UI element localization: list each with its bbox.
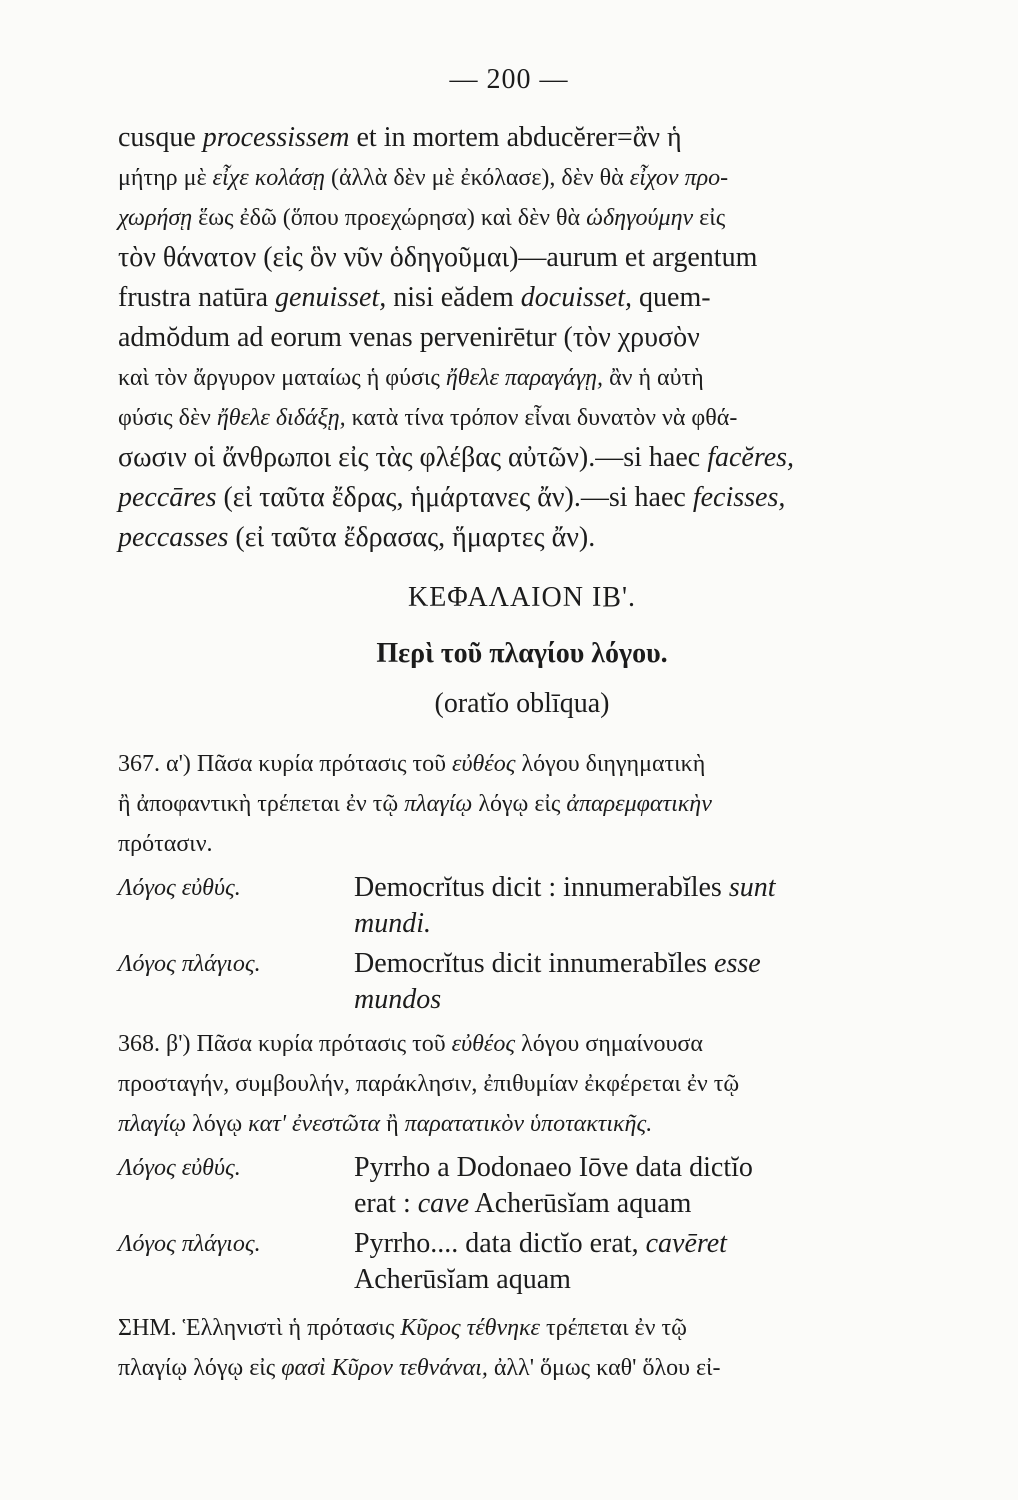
example-text: Pyrrho a Dodonaeo Iōve data dictĭo — [354, 1152, 753, 1183]
text-line: ἢ ἀποφαντικὴ τρέπεται ἐν τῷ πλαγίῳ λόγῳ εἰς ἀπαρεμφατικὴν — [118, 791, 712, 817]
chapter-latin-title: (oratĭo oblīqua) — [434, 688, 610, 719]
example-text: Acherūsĭam aquam — [354, 1264, 571, 1295]
text-line: peccāres (εἰ ταῦτα ἔδρας, ἡμάρτανες ἄν).—si haec fecisses, — [118, 482, 786, 513]
text-line: πρότασιν. — [118, 831, 213, 857]
text-line: φύσις δὲν ἤθελε διδάξῃ, κατὰ τίνα τρόπον εἶναι δυνατὸν νὰ φθά- — [118, 405, 738, 431]
text-line: frustra natūra genuisset, nisi eădem docuisset, quem- — [118, 282, 711, 313]
text-line: 367. α') Πᾶσα κυρία πρότασις τοῦ εὐθέος λόγου διηγηματικὴ — [118, 751, 706, 777]
example-text: Pyrrho.... data dictĭo erat, cavēret — [354, 1228, 727, 1259]
text-line: 368. β') Πᾶσα κυρία πρότασις τοῦ εὐθέος λόγου σημαίνουσα — [118, 1031, 703, 1057]
text-line: admŏdum ad eorum venas pervenirētur (τὸν χρυσὸν — [118, 322, 700, 353]
text-line: πλαγίῳ λόγῳ κατ' ἐνεστῶτα ἢ παρατατικὸν ὑποτακτικῆς. — [118, 1111, 653, 1137]
text-line: πλαγίῳ λόγῳ εἰς φασὶ Κῦρον τεθνάναι, ἀλλ' ὅμως καθ' ὅλου εἰ- — [118, 1355, 721, 1381]
example-text: Democrĭtus dicit innumerabĭles esse — [354, 948, 761, 979]
chapter-heading: ΚΕΦΑΛΑΙΟΝ ΙΒ'. — [407, 582, 636, 613]
text-line: peccasses (εἰ ταῦτα ἔδρασας, ἥμαρτες ἄν). — [118, 522, 596, 553]
example-label: Λόγος πλάγιος. — [118, 951, 261, 977]
example-text: mundi. — [354, 908, 431, 939]
text-line: ΣΗΜ. Ἑλληνιστὶ ἡ πρότασις Κῦρος τέθνηκε τρέπεται ἐν τῷ — [118, 1315, 687, 1341]
chapter-subtitle: Περὶ τοῦ πλαγίου λόγου. — [376, 638, 668, 669]
text-line: καὶ τὸν ἄργυρον ματαίως ἡ φύσις ἤθελε παραγάγῃ, ἂν ἡ αὐτὴ — [118, 365, 704, 391]
example-text: erat : cave Acherūsĭam aquam — [354, 1188, 692, 1219]
text-line: χωρήσῃ ἕως ἐδῶ (ὅπου προεχώρησα) καὶ δὲν θὰ ὡδηγούμην εἰς — [118, 205, 726, 231]
example-text: Democrĭtus dicit : innumerabĭles sunt — [354, 872, 776, 903]
example-label: Λόγος πλάγιος. — [118, 1231, 261, 1257]
text-line: cusque processissem et in mortem abducĕrer=ἂν ἡ — [118, 122, 682, 153]
page-number: — 200 — — [449, 64, 569, 95]
text-line: προσταγήν, συμβουλήν, παράκλησιν, ἐπιθυμίαν ἐκφέρεται ἐν τῷ — [118, 1071, 740, 1097]
text-line: σωσιν οἱ ἄνθρωποι εἰς τὰς φλέβας αὐτῶν).—si haec facĕres, — [118, 442, 795, 473]
text-line: τὸν θάνατον (εἰς ὃν νῦν ὁδηγοῦμαι)—aurum et argentum — [118, 242, 758, 273]
example-text: mundos — [354, 984, 442, 1015]
example-label: Λόγος εὐθύς. — [118, 1155, 241, 1181]
example-label: Λόγος εὐθύς. — [118, 875, 241, 901]
text-line: μήτηρ μὲ εἶχε κολάσῃ (ἀλλὰ δὲν μὲ ἐκόλασε), δὲν θὰ εἶχον προ- — [118, 165, 729, 191]
